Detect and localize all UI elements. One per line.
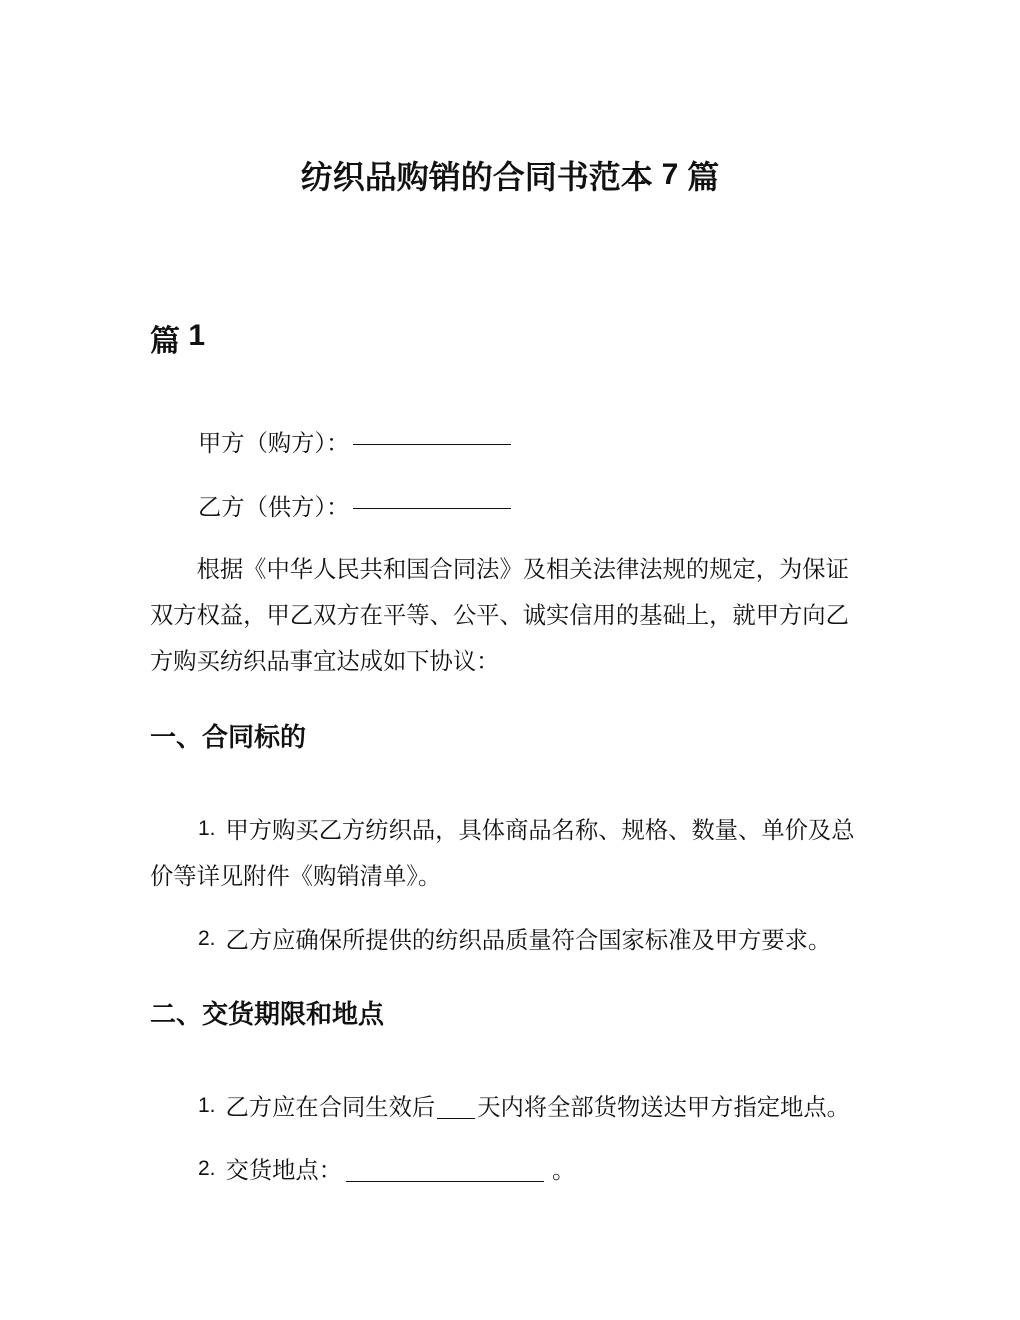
section-heading: 二、交货期限和地点 bbox=[150, 999, 385, 1029]
party-b-line bbox=[198, 492, 511, 522]
list-item bbox=[198, 1091, 850, 1122]
item-number: 1. bbox=[198, 817, 216, 840]
item-text: 甲方购买乙方纺织品，具体商品名称、规格、数量、单价及总价等详见附件《购销清单》。 bbox=[150, 817, 855, 889]
list-item bbox=[150, 916, 855, 963]
delivery-location-blank bbox=[346, 1181, 544, 1182]
chapter-heading bbox=[150, 316, 205, 360]
title-text: 纺织品购销的合同书范本 bbox=[300, 159, 653, 195]
item-text: 乙方应在合同生效后 bbox=[225, 1094, 436, 1120]
title-suffix: 篇 bbox=[687, 159, 720, 195]
item-number: 2. bbox=[198, 1157, 216, 1180]
list-item bbox=[198, 1154, 575, 1185]
item-text: 乙方应确保所提供的纺织品质量符合国家标准及甲方要求。 bbox=[225, 927, 832, 953]
preamble-paragraph: 根据《中华人民共和国合同法》及相关法律法规的规定，为保证双方权益，甲乙双方在平等、公平、诚实信用的基础上，就甲方向乙方购买纺织品事宜达成如下协议： bbox=[150, 556, 849, 674]
document-title bbox=[0, 152, 1020, 198]
item-text: 天内将全部货物送达甲方指定地点。 bbox=[477, 1094, 850, 1120]
item-text: 。 bbox=[552, 1157, 576, 1183]
list-item bbox=[150, 806, 855, 899]
party-b-blank bbox=[353, 508, 511, 509]
section-heading: 一、合同标的 bbox=[150, 722, 307, 752]
party-b-label: 乙方（供方）： bbox=[198, 494, 350, 520]
title-number: 7 bbox=[661, 158, 679, 191]
item-text: 交货地点： bbox=[225, 1157, 342, 1183]
party-a-line bbox=[198, 428, 511, 458]
chapter-number: 1 bbox=[188, 319, 206, 352]
party-a-blank bbox=[353, 444, 511, 445]
chapter-label: 篇 bbox=[150, 325, 180, 358]
party-a-label: 甲方（购方）： bbox=[198, 430, 350, 456]
item-number: 1. bbox=[198, 1094, 216, 1117]
days-blank bbox=[437, 1118, 475, 1119]
item-number: 2. bbox=[198, 927, 216, 950]
